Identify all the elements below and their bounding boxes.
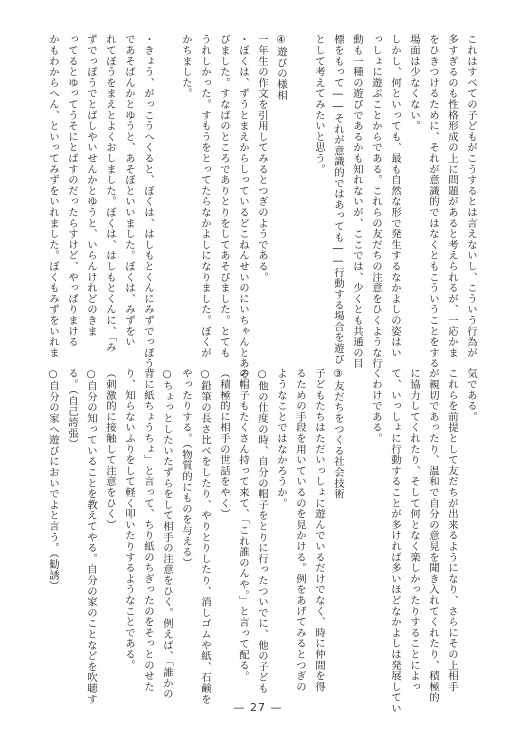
upper-text-block [24,34,480,380]
text-line: ④遊びの様相 [275,34,287,101]
text-line: ずでっぽうでとばしやいせんかとゆうと、いらんけれどのきま [85,34,97,337]
text-line: くわけである。 [370,368,382,444]
text-line: に協力してくれたり、そして何となく楽しかったりすることによっ [408,368,420,692]
text-line: ・きょう、がっこうへくると、ぼくは、はしもとくんにみずでっぽう [142,34,154,369]
text-line: の帽子もたくさん持って来て、「これ誰のんや。」と言って配る。 [237,368,249,682]
text-line [347,368,366,686]
text-line: ○ちょっとしたいたずらをして相手の注意をひく。例えば、「誰かの [161,368,173,700]
text-line: 標をもって――それが意識的ではあっても――行動する場合を遊び [332,34,344,365]
text-line: ようなことではなかろうか。 [275,368,287,509]
text-line: て、いっしょに行動することが多ければ多いほどなかよしは発展してい [389,368,401,714]
text-line: これはすべての子どもがこうするとは言えないし、こういう行為が [465,34,477,358]
text-line: ってるとゆってうそにとばすのだったらすけど、やっぱりまける [66,34,78,348]
text-line: 背に紙ちょうちょ」と言って、ちり紙のちぎったのをそっとのせた [142,368,154,692]
text-line: しかし、何といっても、最も自然な形で発生するなかよしの姿はい [389,34,401,358]
text-line: っしょに遊ぶことからである。これらの友だちの注意をひくような行 [370,34,382,369]
text-line: ③友だちをつくる社会技術 [332,368,344,500]
text-line: やったりする。（物質的にものを与える） [180,368,192,568]
text-line: ○他の仕度の時、自分の帽子をとりに行ったついでに、他の子ども [256,368,268,694]
text-line: る。（自己誇張） [66,368,78,450]
text-line: ○自分の知っていることを教えてやる。自分の家のことなどを吹聴す [85,368,97,705]
text-line: 場面は少なくない。 [408,34,420,132]
text-line: であそばんかとゆうと、あそぼといいました。ぼくは、みずをい [123,34,135,348]
text-line: 気である。 [465,368,477,422]
text-line: るための手段を用いているのを見かける。例をあげてみるとつぎの [294,368,306,692]
text-line: びました。すなばのところでありとりをしてあそびました。とても [218,34,230,358]
text-line: ○鉛筆の長さ比べをしたり、やりとりしたり、消しゴムや紙、石鹸を [199,368,211,705]
text-line [157,34,176,344]
text-line: をひきつけるために、それが意識的ではなくともこういうことをする [427,34,439,369]
text-line: うれしかった。すもうをとってたらなかよしになりました。ぼくが [199,34,211,358]
text-line: 子どもたちはただいっしょに遊んでいるだけでなく、時に仲間を得 [313,368,325,692]
text-line [290,34,309,344]
text-line: れてぼうをまえとよくおしました。ぼくは、はしもとくんに、「み [104,34,116,353]
page-number: — 27 — [233,701,283,714]
text-line: かもわからへん、といってみずをいれました。ぼくもみずをいれま [47,34,59,358]
text-line: が親切であったり、温和で自分の意見を聞き入れてくれたり、積極的 [427,368,439,703]
text-line: ・ぼくは、ずうとまえからしっているどこねんせいのにいちゃんとあそ [237,34,249,380]
text-line: 一年生の作文を引用してみるとつぎのようである。 [256,34,268,283]
text-line: として考えてみたいと思う。 [313,34,325,175]
text-line: ○自分の家へ遊びにおいでよと言う。（勧誘） [47,368,59,592]
text-line: 動も一種の遊びであるかも知れないが、ここでは、少くとも共通の目 [351,34,363,369]
text-line: かちました。 [180,34,192,99]
text-line: （刺激的に接触して注意をひく） [104,368,116,530]
text-line: これらを前提として友だちが出来るようになり、さらにその上相手 [446,368,458,692]
text-line: 多すぎるのも性格形成の上に問題があると考えられるが、一応かま [446,34,458,358]
text-line: （積極的に相手の世話をやく） [218,368,230,520]
text-line: り、知らないふりをして軽く叩いたりするようなことである。 [123,368,135,671]
